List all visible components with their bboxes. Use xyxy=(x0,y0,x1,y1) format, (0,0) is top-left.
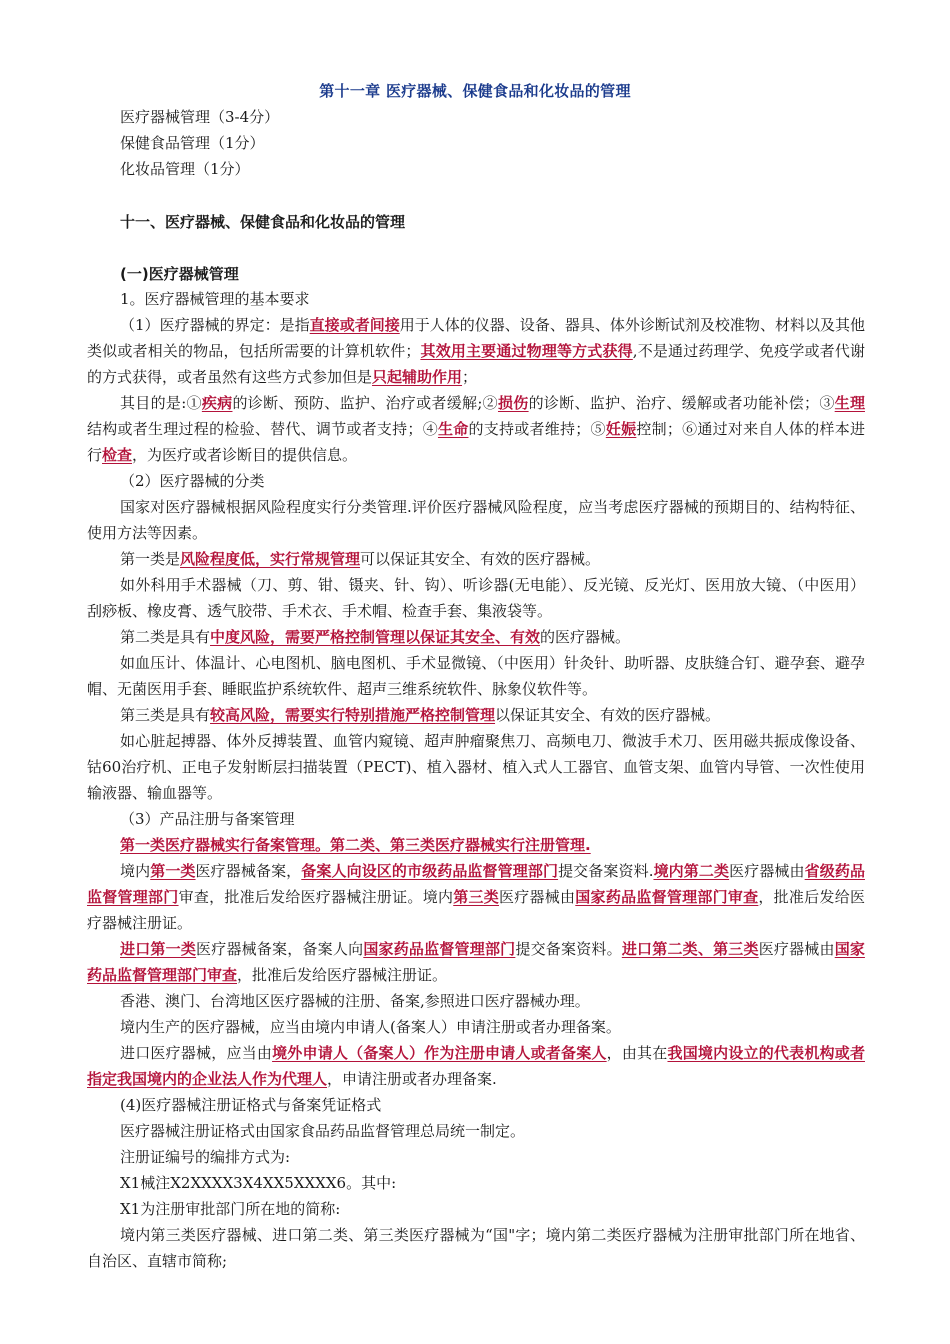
paragraph xyxy=(87,546,865,572)
paragraph xyxy=(87,1040,865,1092)
paragraph xyxy=(87,702,865,728)
intro-line-1: 医疗器械管理（3-4分） xyxy=(120,108,280,126)
text-run: 以保证其安全、有效的医疗器械。 xyxy=(495,706,721,724)
text-run: （1）医疗器械的界定：是指 xyxy=(120,316,310,334)
text-run: 境内第三类医疗器械、进口第二类、第三类医疗器械为“国"字；境内第二类医疗器械为注册审批部门所在地省、自治区、直辖市简称; xyxy=(87,1226,865,1270)
paragraph xyxy=(87,650,865,702)
text-run: 1。医疗器械管理的基本要求 xyxy=(120,290,310,308)
highlighted-term: 进口第二类、第三类 xyxy=(621,940,759,958)
text-run: 医疗器械由 xyxy=(729,862,805,880)
text-run: 如外科用手术器械（刀、剪、钳、镊夹、针、钩）、听诊器(无电能）、反光镜、反光灯、医用放大镜、（中医用）刮痧板、橡皮膏、透气胶带、手术衣、手术帽、检查手套、集液袋等。 xyxy=(87,576,865,620)
highlighted-term: 疾病 xyxy=(201,394,233,412)
paragraph xyxy=(87,858,865,936)
text-run: X1械注X2XXXX3X4XX5XXXX6。其中: xyxy=(120,1174,397,1192)
highlighted-term: 第一类医疗器械实行备案管理。第二类、第三类医疗器械实行注册管理. xyxy=(120,836,591,854)
text-run: 如血压计、体温计、心电图机、脑电图机、手术显微镜、（中医用）针灸针、助听器、皮肤缝合钉、避孕套、避孕帽、无菌医用手套、睡眠监护系统软件、超声三维系统软件、脉象仪软件等。 xyxy=(87,654,865,698)
paragraph xyxy=(87,1170,865,1196)
text-run: ，为医疗或者诊断目的提供信息。 xyxy=(132,446,358,464)
paragraph xyxy=(87,1222,865,1274)
text-run: 境内生产的医疗器械，应当由境内申请人(备案人）申请注册或者办理备案。 xyxy=(120,1018,621,1036)
highlighted-term: 较高风险，需要实行特别措施严格控制管理 xyxy=(210,706,496,724)
highlighted-term: 国家药品监督管理部门审查 xyxy=(575,888,759,906)
intro-line-2: 保健食品管理（1分） xyxy=(120,134,265,152)
highlighted-term: 损伤 xyxy=(497,394,529,412)
highlighted-term: 我国境内设立的代表机构或者指定我国境内的企业法人作为代理人 xyxy=(87,1044,865,1088)
paragraph xyxy=(87,390,865,468)
text-run: 医疗器械备案， xyxy=(195,862,302,880)
text-run: 其目的是:① xyxy=(120,394,202,412)
text-run: 如心脏起搏器、体外反搏装置、血管内窥镜、超声肿瘤聚焦刀、高频电刀、微波手术刀、医用磁共振成像设备、钴60治疗机、正电子发射断层扫描装置（PECT)、植入器材、植入式人工器官、血管支架、血管内导管、一次性使用输液器、输血器等。 xyxy=(87,732,865,802)
highlighted-term: 第三类 xyxy=(453,888,499,906)
highlighted-term: 中度风险，需要严格控制管理以保证其安全、有效 xyxy=(210,628,541,646)
text-run: 结构或者生理过程的检验、替代、调节或者支持；④ xyxy=(87,420,438,438)
text-run: ，申请注册或者办理备案. xyxy=(327,1070,497,1088)
text-run: 注册证编号的编排方式为: xyxy=(120,1148,291,1166)
paragraph xyxy=(87,494,865,546)
text-run: 用于人体的仪器、设备、器具、体外诊断试剂及校准物、材料以及其他类似或者相关的物品，包括所需要的计算机软件； xyxy=(87,316,865,360)
body-text xyxy=(87,286,865,1274)
highlighted-term: 国家药品监督管理部门审查 xyxy=(87,940,865,984)
paragraph xyxy=(87,312,865,390)
text-run: 境内 xyxy=(120,862,151,880)
text-run: 医疗器械备案，备案人向 xyxy=(196,940,364,958)
text-run: X1为注册审批部门所在地的简称: xyxy=(120,1200,341,1218)
text-run: 医疗器械由 xyxy=(499,888,576,906)
text-run: （3）产品注册与备案管理 xyxy=(120,810,295,828)
paragraph xyxy=(87,1014,865,1040)
highlighted-term: 境外申请人（备案人）作为注册申请人或者备案人 xyxy=(272,1044,607,1062)
paragraph xyxy=(87,936,865,988)
paragraph xyxy=(87,468,865,494)
text-run: 医疗器械由 xyxy=(758,940,835,958)
text-run: ,不是通过药理学、免疫学或者代谢的方式获得，或者虽然有这些方式参加但是 xyxy=(87,342,865,386)
text-run: 香港、澳门、台湾地区医疗器械的注册、备案,参照进口医疗器械办理。 xyxy=(120,992,590,1010)
text-run: 第一类是 xyxy=(120,550,181,568)
text-run: 进口医疗器械，应当由 xyxy=(120,1044,273,1062)
text-run: 控制；⑥通过对来自人体的样本进行 xyxy=(87,420,865,464)
highlighted-term: 第一类 xyxy=(150,862,196,880)
highlighted-term: 生理 xyxy=(834,394,865,412)
text-run: 提交备案资料。 xyxy=(515,940,622,958)
text-run: ，由其在 xyxy=(606,1044,668,1062)
text-run: 可以保证其安全、有效的医疗器械。 xyxy=(360,550,601,568)
text-run: （2）医疗器械的分类 xyxy=(120,472,265,490)
highlighted-term: 国家药品监督管理部门 xyxy=(363,940,516,958)
text-run: 的诊断、预防、监护、治疗或者缓解;② xyxy=(232,394,498,412)
text-run: 审查，批准后发给医疗器械注册证。境内 xyxy=(178,888,454,906)
highlighted-term: 只起辅助作用 xyxy=(372,368,463,386)
text-run: 国家对医疗器械根据风险程度实行分类管理.评价医疗器械风险程度，应当考虑医疗器械的预期目的、结构特征、使用方法等因素。 xyxy=(87,498,865,542)
paragraph xyxy=(87,988,865,1014)
highlighted-term: 直接或者间接 xyxy=(309,316,400,334)
text-run: 第三类是具有 xyxy=(120,706,211,724)
paragraph xyxy=(87,1196,865,1222)
paragraph xyxy=(87,286,865,312)
highlighted-term: 其效用主要通过物理等方式获得 xyxy=(420,342,633,360)
chapter-title: 第十一章 医疗器械、保健食品和化妆品的管理 xyxy=(319,82,631,100)
subsection-heading: (一)医疗器械管理 xyxy=(120,265,239,283)
text-run: 提交备案资料. xyxy=(558,862,654,880)
text-run: ，批准后发给医疗器械注册证。 xyxy=(237,966,448,984)
highlighted-term: 省级药品监督管理部门 xyxy=(87,862,865,906)
paragraph xyxy=(87,1144,865,1170)
highlighted-term: 风险程度低，实行常规管理 xyxy=(180,550,361,568)
paragraph xyxy=(87,832,865,858)
highlighted-term: 境内第二类 xyxy=(653,862,730,880)
intro-line-3: 化妆品管理（1分） xyxy=(120,160,250,178)
highlighted-term: 进口第一类 xyxy=(120,940,197,958)
paragraph xyxy=(87,624,865,650)
text-run: 的诊断、监护、治疗、缓解或者功能补偿；③ xyxy=(528,394,835,412)
highlighted-term: 备案人向设区的市级药品监督管理部门 xyxy=(301,862,559,880)
text-run: 第二类是具有 xyxy=(120,628,211,646)
text-run: 的医疗器械。 xyxy=(540,628,631,646)
text-run: 的支持或者维持；⑤ xyxy=(468,420,606,438)
paragraph xyxy=(87,728,865,806)
section-heading: 十一、医疗器械、保健食品和化妆品的管理 xyxy=(120,213,406,231)
text-run: ； xyxy=(462,368,478,386)
paragraph xyxy=(87,806,865,832)
paragraph xyxy=(87,572,865,624)
highlighted-term: 生命 xyxy=(437,420,469,438)
highlighted-term: 检查 xyxy=(102,446,133,464)
highlighted-term: 妊娠 xyxy=(605,420,637,438)
paragraph xyxy=(87,1118,865,1144)
text-run: (4)医疗器械注册证格式与备案凭证格式 xyxy=(120,1096,382,1114)
text-run: ，批准后发给医疗器械注册证。 xyxy=(87,888,865,932)
text-run: 医疗器械注册证格式由国家食品药品监督管理总局统一制定。 xyxy=(120,1122,526,1140)
paragraph xyxy=(87,1092,865,1118)
